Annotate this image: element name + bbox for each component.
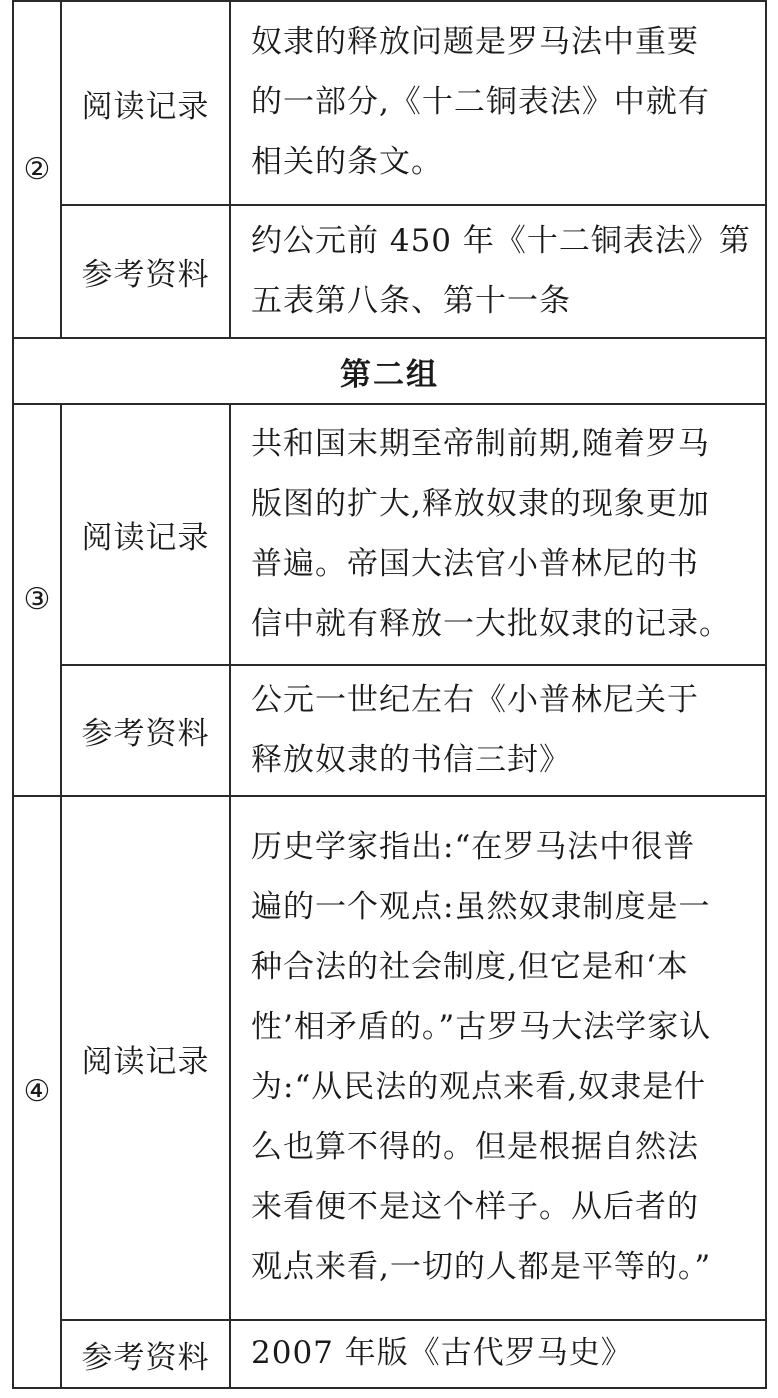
reading-record-text (230, 1, 766, 205)
text-line: 奴隶的释放问题是罗马法中重要 (251, 24, 699, 60)
text-line: 版图的扩大,释放奴隶的现象更加 (251, 485, 710, 522)
text-line: 么也算不得的。但是根据自然法 (251, 1129, 699, 1165)
table-row (13, 338, 766, 404)
text-line: 种合法的社会制度,但它是和‘本 (251, 949, 689, 985)
table-row (13, 796, 766, 1320)
text-line: 历史学家指出:“在罗马法中很普 (251, 829, 696, 865)
table-row (13, 1320, 766, 1388)
text-line: 约公元前 450 年《十二铜表法》第 (251, 222, 751, 259)
reference-text (230, 665, 766, 796)
table-row (13, 665, 766, 796)
text-line: 观点来看,一切的人都是平等的。” (251, 1249, 712, 1285)
reference-label: 参考资料 (61, 665, 230, 796)
document-page (12, 0, 767, 1390)
text-line: 来看便不是这个样子。从后者的 (251, 1189, 699, 1225)
item-number: ② (13, 1, 61, 338)
item-number: ③ (13, 404, 61, 796)
text-line: 2007 年版《古代罗马史》 (251, 1335, 633, 1371)
table-row (13, 404, 766, 665)
reference-text (230, 1320, 766, 1388)
text-line: 相关的条文。 (251, 144, 443, 180)
reference-label: 参考资料 (61, 205, 230, 338)
reference-text (230, 205, 766, 338)
text-line: 的一部分,《十二铜表法》中就有 (251, 84, 710, 120)
reading-record-text (230, 796, 766, 1320)
reading-record-text (230, 404, 766, 665)
reading-record-label: 阅读记录 (61, 796, 230, 1320)
group-title: 第二组 (13, 338, 766, 404)
text-line: 五表第八条、第十一条 (251, 282, 571, 319)
table-row (13, 205, 766, 338)
text-line: 公元一世纪左右《小普林尼关于 (251, 681, 699, 718)
text-line: 信中就有释放一大批奴隶的记录。 (251, 605, 731, 642)
table-row (13, 1, 766, 205)
reading-record-label: 阅读记录 (61, 404, 230, 665)
text-line: 性’相矛盾的。”古罗马大法学家认 (251, 1009, 712, 1045)
text-line: 普遍。帝国大法官小普林尼的书 (251, 545, 699, 582)
reading-record-table (12, 0, 767, 1389)
reference-label: 参考资料 (61, 1320, 230, 1388)
text-line: 为:“从民法的观点来看,奴隶是什 (251, 1069, 707, 1105)
reading-record-label: 阅读记录 (61, 1, 230, 205)
text-line: 共和国末期至帝制前期,随着罗马 (251, 425, 710, 462)
text-line: 遍的一个观点:虽然奴隶制度是一 (251, 889, 711, 925)
item-number: ④ (13, 796, 61, 1388)
text-line: 释放奴隶的书信三封》 (251, 741, 571, 778)
